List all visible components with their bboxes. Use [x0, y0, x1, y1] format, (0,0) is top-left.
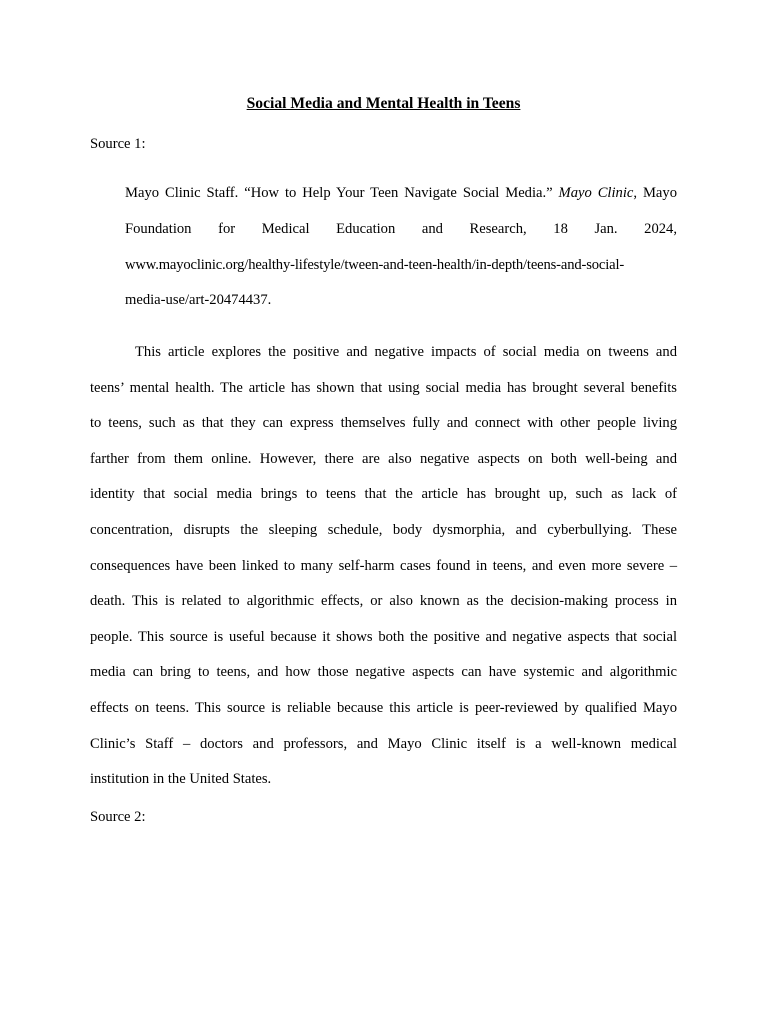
- paragraph-line: farther from them online. However, there are also negative aspects on both well-being and: [90, 450, 677, 467]
- paragraph-line: concentration, disrupts the sleeping schedule, body dysmorphia, and cyberbullying. These: [90, 521, 677, 538]
- source-1-label: Source 1:: [90, 136, 146, 152]
- citation-publisher: Mayo Clinic: [558, 185, 634, 201]
- paragraph-line: teens’ mental health. The article has shown that using social media has brought several benefits: [90, 379, 677, 396]
- paragraph-line: consequences have been linked to many self-harm cases found in teens, and even more severe –: [90, 557, 677, 574]
- paragraph-line: This article explores the positive and negative impacts of social media on tweens and: [135, 344, 677, 360]
- paragraph-line: people. This source is useful because it shows both the positive and negative aspects that social: [90, 628, 677, 645]
- citation-url-line: www.mayoclinic.org/healthy-lifestyle/tween-and-teen-health/in-depth/teens-and-social-: [125, 256, 625, 273]
- paragraph-line: Clinic’s Staff – doctors and professors, and Mayo Clinic itself is a well-known medical: [90, 735, 677, 752]
- paragraph-line: death. This is related to algorithmic effects, or also known as the decision-making process in: [90, 593, 677, 610]
- paragraph-line: identity that social media brings to teens that the article has brought up, such as lack of: [90, 486, 677, 503]
- paragraph-line: effects on teens. This source is reliable because this article is peer-reviewed by qualified Mayo: [90, 699, 677, 716]
- citation-block: [126, 176, 677, 319]
- citation-line: Foundation for Medical Education and Research, 18 Jan. 2024,: [125, 220, 677, 237]
- paragraph-line: to teens, such as that they can express themselves fully and connect with other people living: [90, 415, 677, 432]
- citation-url-line: media-use/art-20474437.: [125, 292, 272, 309]
- annotation-paragraph: [90, 335, 677, 798]
- document-title: Social Media and Mental Health in Teens: [246, 95, 521, 112]
- source-2-label: Source 2:: [90, 809, 146, 825]
- citation-line-tail: , Mayo: [633, 185, 677, 201]
- citation-line-text: Mayo Clinic Staff. “How to Help Your Teen Navigate Social Media.”: [125, 185, 559, 201]
- paragraph-line: institution in the United States.: [90, 771, 272, 788]
- paragraph-line: media can bring to teens, and how those negative aspects can have systemic and algorithmic: [90, 664, 677, 681]
- citation-line: [126, 176, 677, 212]
